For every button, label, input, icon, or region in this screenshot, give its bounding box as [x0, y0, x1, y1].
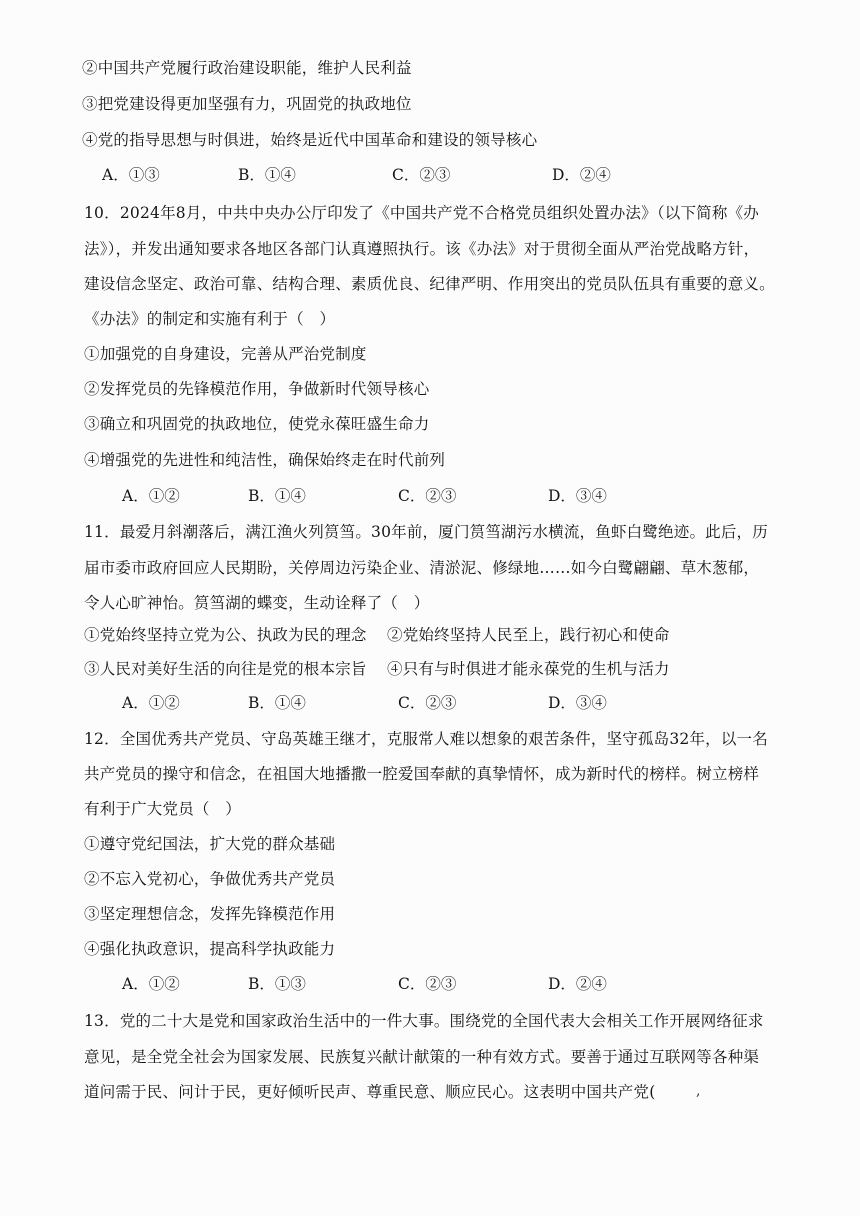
q10-item-4: ④增强党的先进性和纯洁性，确保始终走在时代前列: [84, 451, 446, 469]
q11-option-b: B．①④: [248, 694, 306, 712]
q9-option-b: B．①④: [238, 166, 296, 184]
q9-option-c: C．②③: [392, 166, 451, 184]
q10-item-3: ③确立和巩固党的执政地位，使党永葆旺盛生命力: [84, 415, 430, 433]
q13-stem-line-1: 13．党的二十大是党和国家政治生活中的一件大事。围绕党的全国代表大会相关工作开展网络征求: [84, 1012, 764, 1030]
q10-option-d: D．③④: [548, 487, 607, 505]
closing-paren-mark: ,: [696, 1083, 701, 1099]
q11-option-d: D．③④: [548, 694, 607, 712]
q11-stem-line-2: 届市委市政府回应人民期盼，关停周边污染企业、清淤泥、修绿地……如今白鹭翩翩、草木葱郁，: [84, 559, 760, 577]
q11-option-c: C．②③: [398, 694, 457, 712]
q10-stem-line-2: 法》），并发出通知要求各地区各部门认真遵照执行。该《办法》对于贯彻全面从严治党战略方针，: [84, 240, 760, 258]
q12-item-2: ②不忘入党初心，争做优秀共产党员: [84, 870, 336, 888]
q12-item-4: ④强化执政意识，提高科学执政能力: [84, 940, 336, 958]
q12-item-1: ①遵守党纪国法，扩大党的群众基础: [84, 835, 336, 853]
q9-item-3: ③把党建设得更加坚强有力，巩固党的执政地位: [82, 95, 412, 113]
q10-option-c: C．②③: [398, 487, 457, 505]
q12-option-c: C．②③: [398, 975, 457, 993]
q13-stem-line-2: 意见，是全党全社会为国家发展、民族复兴献计献策的一种有效方式。要善于通过互联网等各种渠: [84, 1048, 760, 1066]
q11-option-a: A．①②: [122, 694, 180, 712]
q13-stem-line-3: 道问需于民、问计于民，更好倾听民声、尊重民意、顺应民心。这表明中国共产党(: [84, 1083, 656, 1101]
q10-item-2: ②发挥党员的先锋模范作用，争做新时代领导核心: [84, 380, 430, 398]
q9-item-2: ②中国共产党履行政治建设职能，维护人民利益: [82, 59, 412, 77]
q12-option-a: A．①②: [122, 975, 180, 993]
q12-item-3: ③坚定理想信念，发挥先锋模范作用: [84, 905, 336, 923]
q11-item-4: ④只有与时俱进才能永葆党的生机与活力: [387, 660, 670, 678]
q12-option-d: D．②④: [548, 975, 607, 993]
q11-item-1: ①党始终坚持立党为公、执政为民的理念: [84, 626, 367, 644]
q9-option-d: D．②④: [552, 166, 611, 184]
q12-stem-line-3: 有利于广大党员（ ）: [84, 800, 242, 818]
q9-option-a: A．①③: [102, 166, 160, 184]
q10-stem-line-3: 建设信念坚定、政治可靠、结构合理、素质优良、纪律严明、作用突出的党员队伍具有重要的意义。: [84, 275, 775, 293]
q9-item-4: ④党的指导思想与时俱进，始终是近代中国革命和建设的领导核心: [82, 131, 538, 149]
q11-stem-line-1: 11．最爱月斜潮落后，满江渔火列筼筜。30年前，厦门筼筜湖污水横流，鱼虾白鹭绝迹。此后，历: [84, 523, 768, 541]
q10-option-a: A．①②: [122, 487, 180, 505]
q10-stem-line-1: 10．2024年8月，中共中央办公厅印发了《中国共产党不合格党员组织处置办法》（以下简称《办: [84, 204, 759, 222]
q10-option-b: B．①④: [248, 487, 306, 505]
q11-item-2: ②党始终坚持人民至上，践行初心和使命: [387, 626, 670, 644]
q11-stem-line-3: 令人心旷神怡。筼筜湖的蝶变，生动诠释了（ ）: [84, 594, 430, 612]
q12-stem-line-2: 共产党员的操守和信念，在祖国大地播撒一腔爱国奉献的真挚情怀，成为新时代的榜样。树立榜样: [84, 765, 760, 783]
q12-option-b: B．①③: [248, 975, 306, 993]
q11-item-3: ③人民对美好生活的向往是党的根本宗旨: [84, 660, 367, 678]
q10-item-1: ①加强党的自身建设，完善从严治党制度: [84, 345, 367, 363]
q12-stem-line-1: 12．全国优秀共产党员、守岛英雄王继才，克服常人难以想象的艰苦条件，坚守孤岛32年，以一名: [84, 730, 768, 748]
q10-stem-line-4: 《办法》的制定和实施有利于（ ）: [84, 310, 336, 328]
